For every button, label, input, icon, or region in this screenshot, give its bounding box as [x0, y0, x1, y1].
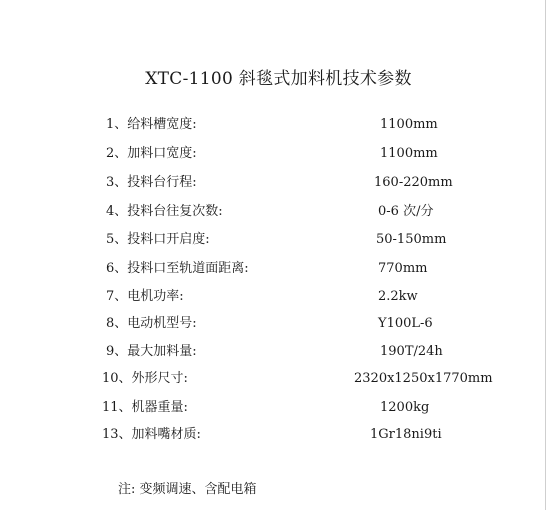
spec-value: 0-6 次/分 [378, 204, 434, 219]
spec-label: 6、投料口至轨道面距离: [106, 261, 249, 276]
spec-label: 9、最大加料量: [106, 344, 197, 359]
spec-row [0, 227, 557, 253]
spec-row [0, 199, 557, 225]
spec-value: 50-150mm [376, 232, 447, 247]
spec-row [0, 422, 557, 448]
spec-label: 1、给料槽宽度: [106, 117, 197, 132]
spec-label: 7、电机功率: [106, 289, 184, 304]
spec-label: 4、投料台往复次数: [106, 204, 223, 219]
spec-label: 3、投料台行程: [106, 175, 197, 190]
footnote: 注: 变频调速、含配电箱 [118, 482, 257, 497]
spec-row [0, 284, 557, 310]
spec-value: 2320x1250x1770mm [354, 371, 493, 386]
spec-row [0, 141, 557, 167]
spec-value: 160-220mm [374, 175, 453, 190]
spec-row [0, 366, 557, 392]
spec-value: 1Gr18ni9ti [370, 427, 442, 442]
spec-value: 2.2kw [378, 289, 418, 304]
spec-label: 13、加料嘴材质: [102, 427, 201, 442]
spec-label: 5、投料口开启度: [106, 232, 210, 247]
spec-row [0, 170, 557, 196]
document-title: XTC-1100 斜毯式加料机技术参数 [145, 69, 412, 89]
spec-row [0, 339, 557, 365]
spec-value: 1200kg [380, 400, 430, 415]
spec-label: 11、机器重量: [102, 400, 188, 415]
spec-value: 770mm [378, 261, 428, 276]
spec-value: 1100mm [380, 146, 438, 161]
spec-value: Y100L-6 [378, 316, 433, 331]
spec-value: 190T/24h [380, 344, 443, 359]
spec-row [0, 311, 557, 337]
spec-row [0, 395, 557, 421]
spec-row [0, 256, 557, 282]
spec-label: 10、外形尺寸: [102, 371, 188, 386]
spec-label: 8、电动机型号: [106, 316, 197, 331]
spec-value: 1100mm [380, 117, 438, 132]
spec-label: 2、加料口宽度: [106, 146, 197, 161]
spec-row [0, 112, 557, 138]
